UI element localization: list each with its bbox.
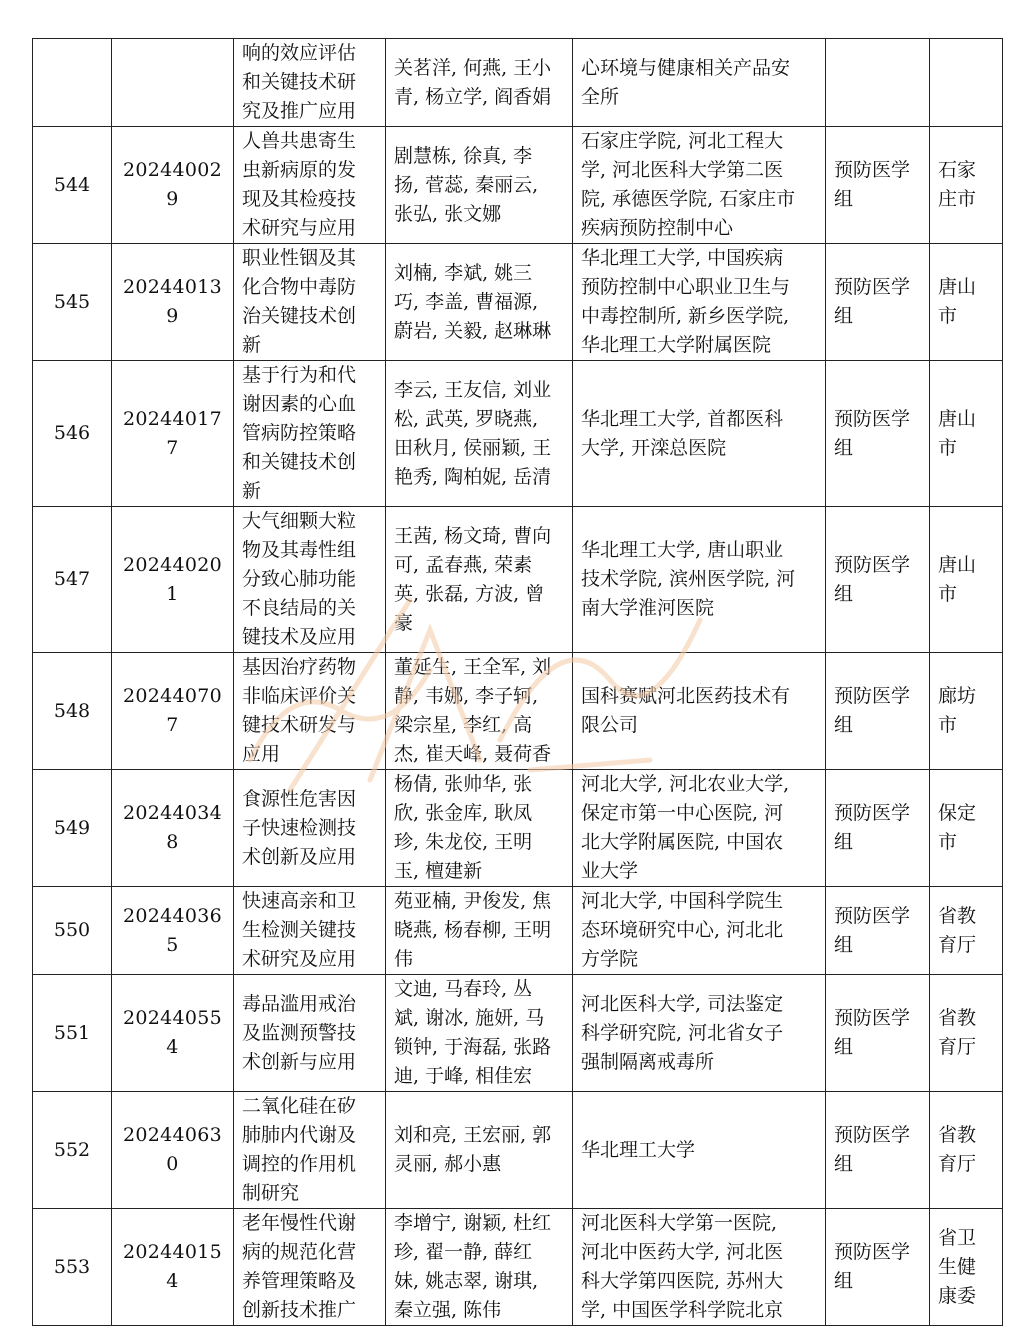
project-institutions: 华北理工大学 [573,1092,826,1209]
row-index: 544 [33,127,112,244]
project-members: 董延生, 王全军, 刘 静, 韦娜, 李子轲, 梁宗星, 李红, 高 杰, 崔天峰, 聂荷香 [386,653,573,770]
nominating-unit: 唐山 市 [930,507,1003,653]
nominating-unit: 省教 育厅 [930,975,1003,1092]
project-institutions: 华北理工大学, 唐山职业 技术学院, 滨州医学院, 河 南大学淮河医院 [573,507,826,653]
row-index: 548 [33,653,112,770]
project-code: 202440029 [112,127,234,244]
project-members: 李云, 王友信, 刘业 松, 武英, 罗晓燕, 田秋月, 侯丽颖, 王 艳秀, 陶柏妮, 岳清 [386,361,573,507]
project-members: 王茜, 杨文琦, 曹向 可, 孟春燕, 荣素 英, 张磊, 方波, 曾 豪 [386,507,573,653]
row-index: 546 [33,361,112,507]
project-title: 快速高亲和卫 生检测关键技 术研究及应用 [234,887,386,975]
row-index: 552 [33,1092,112,1209]
table-row [33,887,1003,975]
review-group: 预防医学 组 [826,127,930,244]
project-members: 文迪, 马春玲, 丛 斌, 谢冰, 施妍, 马 锁钟, 于海磊, 张路 迪, 于峰, 相佳宏 [386,975,573,1092]
table-row [33,361,1003,507]
table-row [33,1092,1003,1209]
project-members: 关茗洋, 何燕, 王小 青, 杨立学, 阎香娟 [386,39,573,127]
project-code: 202440348 [112,770,234,887]
review-group: 预防医学 组 [826,507,930,653]
nominating-unit: 廊坊 市 [930,653,1003,770]
project-institutions: 华北理工大学, 首都医科 大学, 开滦总医院 [573,361,826,507]
review-group: 预防医学 组 [826,361,930,507]
nominating-unit: 唐山 市 [930,361,1003,507]
project-title: 职业性铟及其 化合物中毒防 治关键技术创 新 [234,244,386,361]
project-institutions: 河北医科大学第一医院, 河北中医药大学, 河北医 科大学第四医院, 苏州大 学, 中国医学科学院北京 [573,1209,826,1326]
table-row [33,244,1003,361]
project-members: 刘和亮, 王宏丽, 郭 灵丽, 郝小惠 [386,1092,573,1209]
table-row [33,39,1003,127]
project-members: 杨倩, 张帅华, 张 欣, 张金库, 耿凤 珍, 朱龙佼, 王明 玉, 檀建新 [386,770,573,887]
project-title: 人兽共患寄生 虫新病原的发 现及其检疫技 术研究与应用 [234,127,386,244]
row-index: 547 [33,507,112,653]
project-institutions: 河北大学, 中国科学院生 态环境研究中心, 河北北 方学院 [573,887,826,975]
project-title: 大气细颗大粒 物及其毒性组 分致心肺功能 不良结局的关 键技术及应用 [234,507,386,653]
project-institutions: 心环境与健康相关产品安 全所 [573,39,826,127]
row-index: 550 [33,887,112,975]
nominating-unit: 石家 庄市 [930,127,1003,244]
row-index: 545 [33,244,112,361]
project-code: 202440139 [112,244,234,361]
review-group: 预防医学 组 [826,1209,930,1326]
project-institutions: 河北医科大学, 司法鉴定 科学研究院, 河北省女子 强制隔离戒毒所 [573,975,826,1092]
review-group: 预防医学 组 [826,1092,930,1209]
project-title: 响的效应评估 和关键技术研 究及推广应用 [234,39,386,127]
nominating-unit: 省教 育厅 [930,887,1003,975]
project-members: 刘楠, 李斌, 姚三 巧, 李盖, 曹福源, 蔚岩, 关毅, 赵琳琳 [386,244,573,361]
nominating-unit: 唐山 市 [930,244,1003,361]
nominating-unit [930,39,1003,127]
project-title: 老年慢性代谢 病的规范化营 养管理策略及 创新技术推广 [234,1209,386,1326]
nominating-unit: 保定 市 [930,770,1003,887]
project-institutions: 石家庄学院, 河北工程大 学, 河北医科大学第二医 院, 承德医学院, 石家庄市 疾病预防控制中心 [573,127,826,244]
table-row [33,770,1003,887]
project-code: 202440365 [112,887,234,975]
row-index [33,39,112,127]
table-body [33,39,1003,1326]
row-index: 549 [33,770,112,887]
project-members: 剧慧栋, 徐真, 李 扬, 菅蕊, 秦丽云, 张弘, 张文娜 [386,127,573,244]
review-group [826,39,930,127]
project-title: 食源性危害因 子快速检测技 术创新及应用 [234,770,386,887]
project-code: 202440707 [112,653,234,770]
table-row [33,1209,1003,1326]
nominating-unit: 省卫 生健 康委 [930,1209,1003,1326]
review-group: 预防医学 组 [826,887,930,975]
project-code: 202440154 [112,1209,234,1326]
review-group: 预防医学 组 [826,770,930,887]
project-title: 二氧化硅在矽 肺肺内代谢及 调控的作用机 制研究 [234,1092,386,1209]
project-code: 202440177 [112,361,234,507]
nominating-unit: 省教 育厅 [930,1092,1003,1209]
project-code: 202440630 [112,1092,234,1209]
review-group: 预防医学 组 [826,244,930,361]
row-index: 553 [33,1209,112,1326]
project-members: 苑亚楠, 尹俊发, 焦 晓燕, 杨春柳, 王明 伟 [386,887,573,975]
project-code: 202440554 [112,975,234,1092]
project-members: 李增宁, 谢颖, 杜红 珍, 翟一静, 薛红 妹, 姚志翠, 谢琪, 秦立强, 陈伟 [386,1209,573,1326]
project-title: 基因治疗药物 非临床评价关 键技术研发与 应用 [234,653,386,770]
project-code [112,39,234,127]
project-title: 基于行为和代 谢因素的心血 管病防控策略 和关键技术创 新 [234,361,386,507]
table-row [33,975,1003,1092]
table-row [33,507,1003,653]
award-table [32,38,1003,1326]
project-title: 毒品滥用戒治 及监测预警技 术创新与应用 [234,975,386,1092]
table-row [33,653,1003,770]
row-index: 551 [33,975,112,1092]
review-group: 预防医学 组 [826,975,930,1092]
project-institutions: 国科赛赋河北医药技术有 限公司 [573,653,826,770]
review-group: 预防医学 组 [826,653,930,770]
project-code: 202440201 [112,507,234,653]
project-institutions: 华北理工大学, 中国疾病 预防控制中心职业卫生与 中毒控制所, 新乡医学院, 华北理工大学附属医院 [573,244,826,361]
project-institutions: 河北大学, 河北农业大学, 保定市第一中心医院, 河 北大学附属医院, 中国农 业大学 [573,770,826,887]
table-row [33,127,1003,244]
